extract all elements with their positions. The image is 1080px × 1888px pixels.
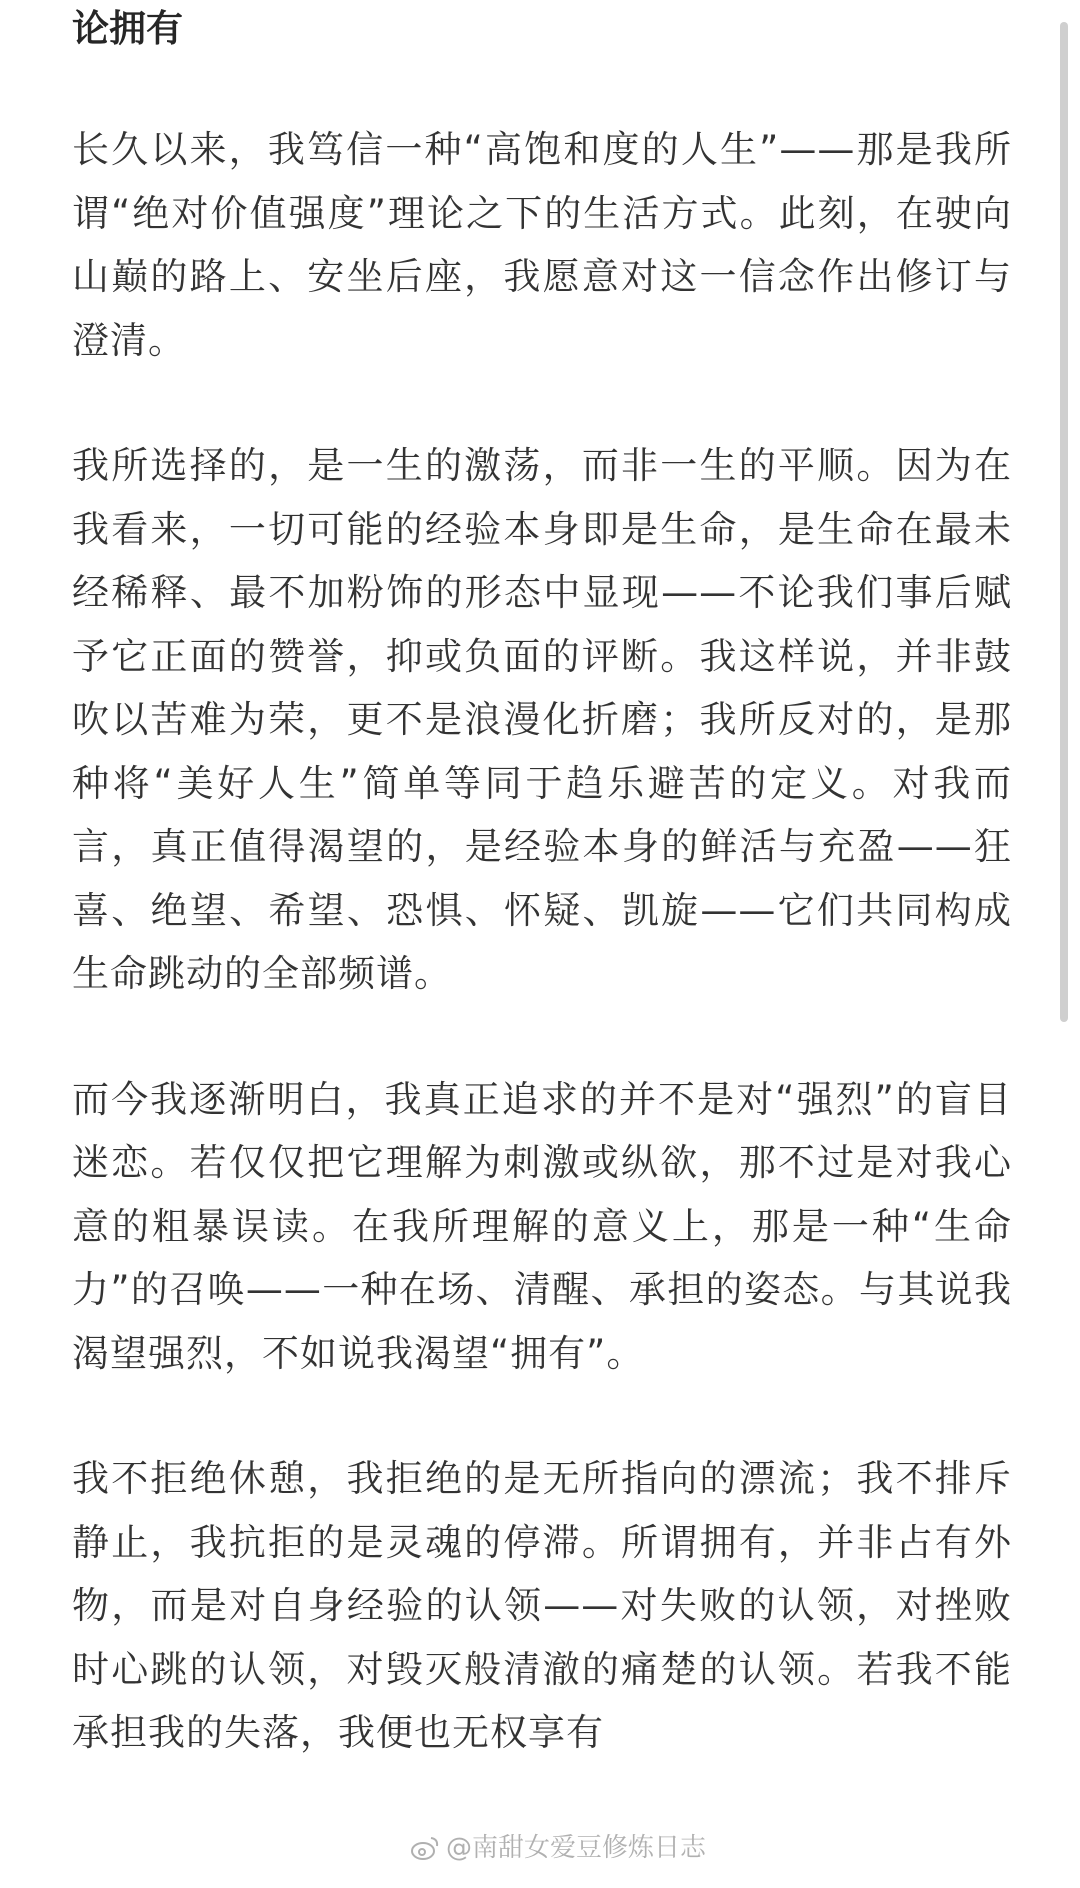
weibo-logo-icon (410, 1833, 440, 1863)
paragraph-1: 长久以来，我笃信一种“高饱和度的人生”——那是我所谓“绝对价值强度”理论之下的生活方式。此刻，在驶向山巅的路上、安坐后座，我愿意对这一信念作出修订与澄清。 (72, 128, 1012, 362)
paragraph-3: 而今我逐渐明白，我真正追求的并不是对“强烈”的盲目迷恋。若仅仅把它理解为刺激或纵欲，那不过是对我心意的粗暴误读。在我所理解的意义上，那是一种“生命力”的召唤——一种在场、清醒、承担的姿态。与其说我渴望强烈，不如说我渴望“拥有”。 (72, 1077, 1012, 1375)
vertical-scrollbar[interactable] (1060, 22, 1068, 1022)
watermark (410, 1832, 706, 1864)
watermark-text: @南甜女爱豆修炼日志 (446, 1833, 707, 1863)
paragraph-4: 我不拒绝休憩，我拒绝的是无所指向的漂流；我不排斥静止，我抗拒的是灵魂的停滞。所谓拥有，并非占有外物，而是对自身经验的认领——对失败的认领，对挫败时心跳的认领，对毁灭般清澈的痛楚的认领。若我不能承担我的失落，我便也无权享有 (72, 1457, 1012, 1754)
paragraph-2: 我所选择的，是一生的激荡，而非一生的平顺。因为在我看来，一切可能的经验本身即是生命，是生命在最未经稀释、最不加粉饰的形态中显现——不论我们事后赋予它正面的赞誉，抑或负面的评断。我这样说，并非鼓吹以苦难为荣，更不是浪漫化折磨；我所反对的，是那种将“美好人生”简单等同于趋乐避苦的定义。对我而言，真正值得渴望的，是经验本身的鲜活与充盈——狂喜、绝望、希望、恐惧、怀疑、凯旋——它们共同构成生命跳动的全部频谱。 (72, 444, 1012, 995)
article-body (72, 0, 1012, 1827)
article-title: 论拥有 (72, 7, 183, 50)
